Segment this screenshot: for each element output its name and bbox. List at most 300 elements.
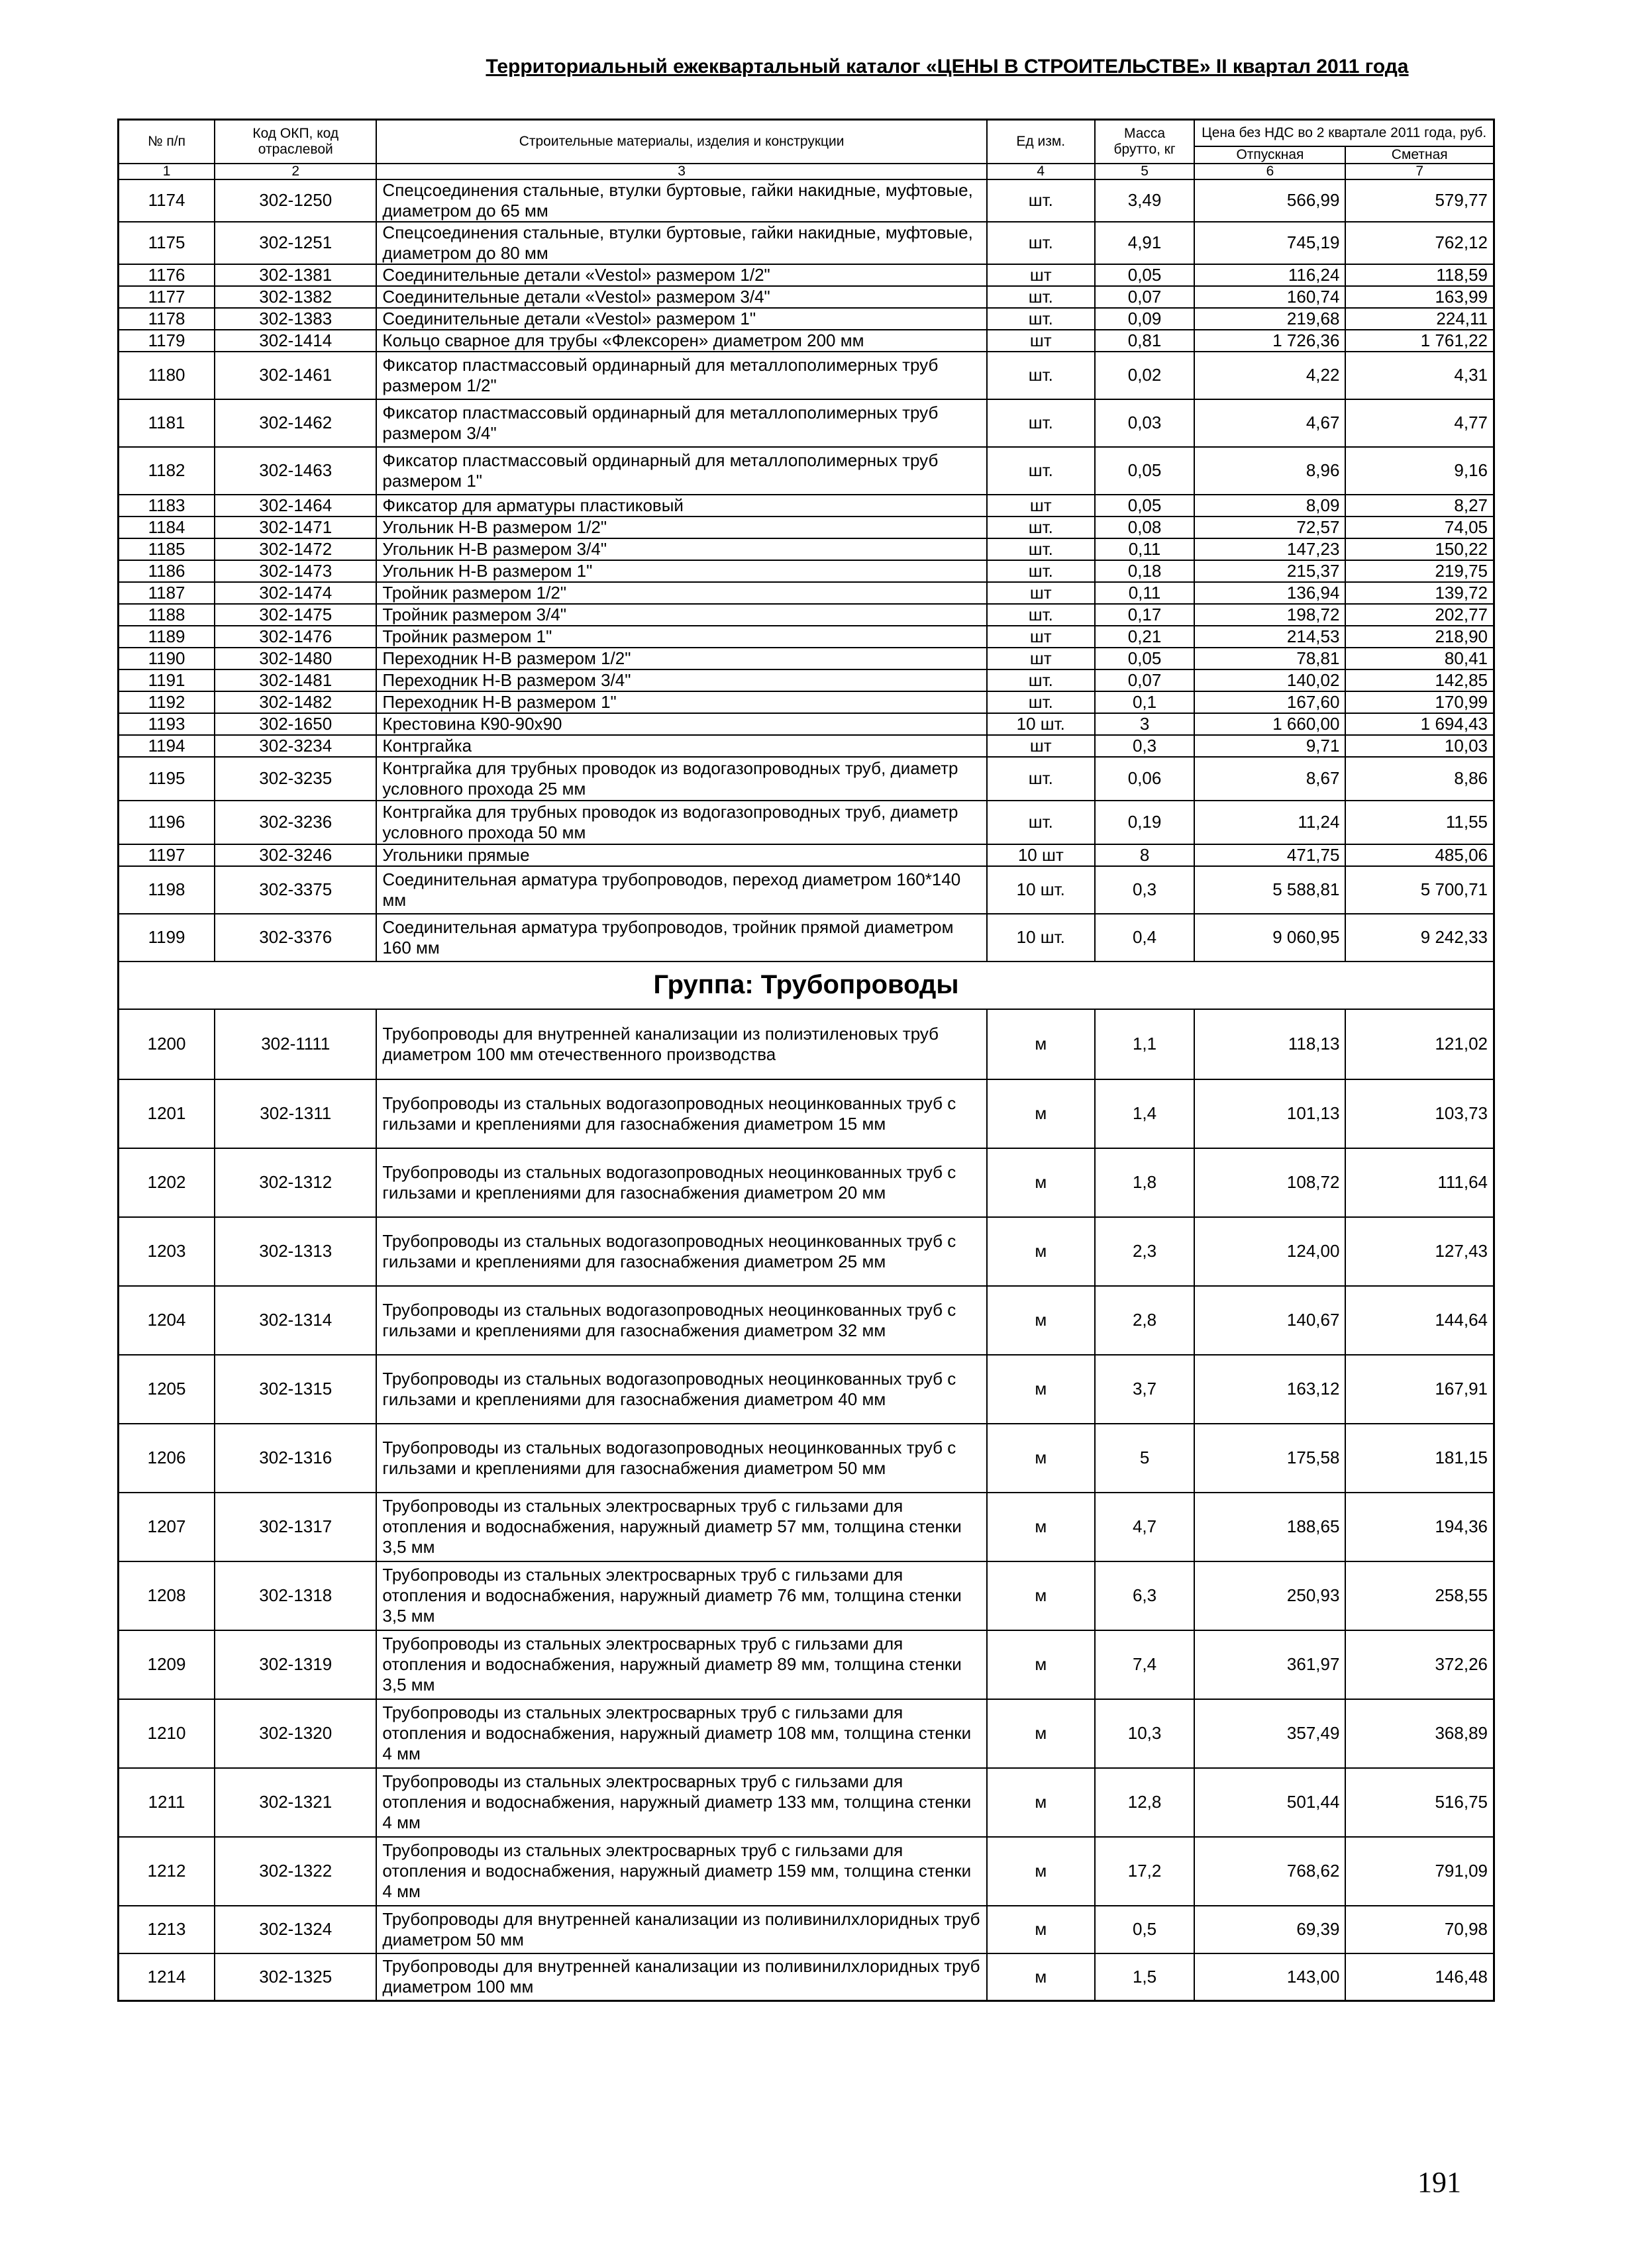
row-unit: шт. <box>987 517 1095 538</box>
row-code: 302-1383 <box>215 308 376 330</box>
row-number: 1174 <box>119 179 215 222</box>
row-code: 302-1312 <box>215 1148 376 1217</box>
table-row <box>119 447 1494 495</box>
row-code: 302-1318 <box>215 1561 376 1630</box>
row-number: 1208 <box>119 1561 215 1630</box>
table-row <box>119 1837 1494 1906</box>
row-code: 302-1313 <box>215 1217 376 1286</box>
table-row <box>119 582 1494 604</box>
column-number: 6 <box>1194 164 1345 179</box>
row-name: Соединительная арматура трубопроводов, тройник прямой диаметром 160 мм <box>376 914 986 961</box>
table-row <box>119 1217 1494 1286</box>
row-code: 302-1111 <box>215 1009 376 1079</box>
row-price-estimate: 11,55 <box>1345 801 1494 844</box>
row-mass: 0,08 <box>1095 517 1195 538</box>
table-row <box>119 1286 1494 1355</box>
row-price-estimate: 142,85 <box>1345 669 1494 691</box>
row-number: 1194 <box>119 735 215 757</box>
row-mass: 0,4 <box>1095 914 1195 961</box>
row-price-estimate: 103,73 <box>1345 1079 1494 1148</box>
row-unit: 10 шт <box>987 844 1095 866</box>
row-unit: м <box>987 1148 1095 1217</box>
table-row <box>119 1561 1494 1630</box>
table-row <box>119 648 1494 669</box>
table-row <box>119 517 1494 538</box>
column-number: 4 <box>987 164 1095 179</box>
row-number: 1184 <box>119 517 215 538</box>
table-body-pipelines <box>119 1009 1494 2001</box>
row-name: Соединительные детали «Vestol» размером 1" <box>376 308 986 330</box>
row-code: 302-3375 <box>215 866 376 914</box>
row-price-release: 1 726,36 <box>1194 330 1345 352</box>
row-code: 302-1481 <box>215 669 376 691</box>
row-number: 1188 <box>119 604 215 626</box>
row-price-estimate: 258,55 <box>1345 1561 1494 1630</box>
row-price-estimate: 4,31 <box>1345 352 1494 399</box>
row-code: 302-1317 <box>215 1493 376 1561</box>
row-name: Трубопроводы для внутренней канализации из поливинилхлоридных труб диаметром 50 мм <box>376 1906 986 1953</box>
column-number: 2 <box>215 164 376 179</box>
table-row <box>119 352 1494 399</box>
row-mass: 5 <box>1095 1424 1195 1493</box>
row-name: Трубопроводы из стальных электросварных труб с гильзами для отопления и водоснабжения, наружный диаметр 159 мм, толщина стенки 4 мм <box>376 1837 986 1906</box>
row-price-release: 140,67 <box>1194 1286 1345 1355</box>
row-name: Трубопроводы для внутренней канализации из полиэтиленовых труб диаметром 100 мм отечественного производства <box>376 1009 986 1079</box>
row-mass: 0,11 <box>1095 538 1195 560</box>
row-unit: м <box>987 1699 1095 1768</box>
row-price-release: 501,44 <box>1194 1768 1345 1837</box>
header-unit: Ед изм. <box>987 120 1095 164</box>
row-name: Трубопроводы из стальных водогазопроводных неоцинкованных труб с гильзами и креплениями для газоснабжения диаметром 20 мм <box>376 1148 986 1217</box>
row-code: 302-1476 <box>215 626 376 648</box>
row-price-estimate: 146,48 <box>1345 1953 1494 2001</box>
table-row <box>119 735 1494 757</box>
row-number: 1181 <box>119 399 215 447</box>
row-number: 1189 <box>119 626 215 648</box>
row-mass: 3,7 <box>1095 1355 1195 1424</box>
table-row <box>119 330 1494 352</box>
header-price: Цена без НДС во 2 квартале 2011 года, руб. <box>1194 120 1494 146</box>
row-code: 302-1316 <box>215 1424 376 1493</box>
row-code: 302-1324 <box>215 1906 376 1953</box>
row-number: 1191 <box>119 669 215 691</box>
row-unit: 10 шт. <box>987 914 1095 961</box>
row-unit: шт. <box>987 447 1095 495</box>
row-price-estimate: 4,77 <box>1345 399 1494 447</box>
row-name: Трубопроводы из стальных водогазопроводных неоцинкованных труб с гильзами и креплениями для газоснабжения диаметром 32 мм <box>376 1286 986 1355</box>
row-price-release: 175,58 <box>1194 1424 1345 1493</box>
row-code: 302-1473 <box>215 560 376 582</box>
row-name: Спецсоединения стальные, втулки буртовые, гайки накидные, муфтовые, диаметром до 80 мм <box>376 222 986 264</box>
row-code: 302-1650 <box>215 713 376 735</box>
header-price-estimate: Сметная <box>1345 146 1494 164</box>
row-unit: шт. <box>987 308 1095 330</box>
row-name: Фиксатор пластмассовый ординарный для металлополимерных труб размером 3/4" <box>376 399 986 447</box>
row-name: Контргайка для трубных проводок из водогазопроводных труб, диаметр условного прохода 25 мм <box>376 757 986 801</box>
table-row <box>119 801 1494 844</box>
table-row <box>119 538 1494 560</box>
table-row <box>119 1906 1494 1953</box>
row-price-release: 160,74 <box>1194 286 1345 308</box>
row-price-estimate: 118,59 <box>1345 264 1494 286</box>
row-unit: шт <box>987 495 1095 517</box>
row-code: 302-1321 <box>215 1768 376 1837</box>
row-name: Соединительные детали «Vestol» размером 3/4" <box>376 286 986 308</box>
row-price-estimate: 111,64 <box>1345 1148 1494 1217</box>
row-code: 302-1475 <box>215 604 376 626</box>
row-mass: 3,49 <box>1095 179 1195 222</box>
row-price-release: 357,49 <box>1194 1699 1345 1768</box>
row-mass: 0,17 <box>1095 604 1195 626</box>
row-number: 1177 <box>119 286 215 308</box>
row-unit: шт <box>987 648 1095 669</box>
header-price-release: Отпускная <box>1194 146 1345 164</box>
row-number: 1180 <box>119 352 215 399</box>
row-price-estimate: 8,27 <box>1345 495 1494 517</box>
table-row <box>119 560 1494 582</box>
row-unit: шт. <box>987 801 1095 844</box>
row-price-estimate: 9,16 <box>1345 447 1494 495</box>
row-code: 302-1250 <box>215 179 376 222</box>
row-code: 302-1315 <box>215 1355 376 1424</box>
row-name: Угольник Н-В размером 3/4" <box>376 538 986 560</box>
row-unit: шт. <box>987 352 1095 399</box>
row-price-estimate: 80,41 <box>1345 648 1494 669</box>
row-code: 302-1461 <box>215 352 376 399</box>
row-unit: м <box>987 1217 1095 1286</box>
table-row <box>119 399 1494 447</box>
row-price-estimate: 170,99 <box>1345 691 1494 713</box>
row-code: 302-1319 <box>215 1630 376 1699</box>
row-number: 1179 <box>119 330 215 352</box>
row-price-release: 1 660,00 <box>1194 713 1345 735</box>
row-unit: 10 шт. <box>987 866 1095 914</box>
row-price-release: 69,39 <box>1194 1906 1345 1953</box>
row-price-release: 188,65 <box>1194 1493 1345 1561</box>
row-price-estimate: 163,99 <box>1345 286 1494 308</box>
row-price-estimate: 74,05 <box>1345 517 1494 538</box>
row-price-estimate: 144,64 <box>1345 1286 1494 1355</box>
row-unit: м <box>987 1355 1095 1424</box>
group-title: Группа: Трубопроводы <box>119 961 1494 1009</box>
price-catalog-table <box>117 119 1495 2002</box>
row-code: 302-1251 <box>215 222 376 264</box>
row-number: 1185 <box>119 538 215 560</box>
row-price-release: 198,72 <box>1194 604 1345 626</box>
row-price-release: 4,22 <box>1194 352 1345 399</box>
row-name: Трубопроводы из стальных водогазопроводных неоцинкованных труб с гильзами и креплениями для газоснабжения диаметром 50 мм <box>376 1424 986 1493</box>
row-price-release: 118,13 <box>1194 1009 1345 1079</box>
row-number: 1209 <box>119 1630 215 1699</box>
row-price-estimate: 791,09 <box>1345 1837 1494 1906</box>
row-name: Переходник Н-В размером 1/2" <box>376 648 986 669</box>
column-number: 3 <box>376 164 986 179</box>
row-price-estimate: 1 761,22 <box>1345 330 1494 352</box>
row-price-release: 745,19 <box>1194 222 1345 264</box>
row-number: 1193 <box>119 713 215 735</box>
row-code: 302-1464 <box>215 495 376 517</box>
row-mass: 2,8 <box>1095 1286 1195 1355</box>
row-mass: 0,1 <box>1095 691 1195 713</box>
row-number: 1203 <box>119 1217 215 1286</box>
row-code: 302-3236 <box>215 801 376 844</box>
row-price-estimate: 1 694,43 <box>1345 713 1494 735</box>
row-price-estimate: 224,11 <box>1345 308 1494 330</box>
row-code: 302-1482 <box>215 691 376 713</box>
row-unit: м <box>987 1493 1095 1561</box>
row-name: Фиксатор пластмассовый ординарный для металлополимерных труб размером 1/2" <box>376 352 986 399</box>
row-mass: 0,5 <box>1095 1906 1195 1953</box>
table-row <box>119 495 1494 517</box>
row-name: Трубопроводы из стальных электросварных труб с гильзами для отопления и водоснабжения, наружный диаметр 133 мм, толщина стенки 4 мм <box>376 1768 986 1837</box>
row-unit: м <box>987 1009 1095 1079</box>
row-price-estimate: 167,91 <box>1345 1355 1494 1424</box>
row-mass: 0,09 <box>1095 308 1195 330</box>
row-code: 302-1462 <box>215 399 376 447</box>
row-price-estimate: 139,72 <box>1345 582 1494 604</box>
table-row <box>119 713 1494 735</box>
row-price-release: 471,75 <box>1194 844 1345 866</box>
table-row <box>119 1953 1494 2001</box>
header-name: Строительные материалы, изделия и конструкции <box>376 120 986 164</box>
row-code: 302-1314 <box>215 1286 376 1355</box>
row-price-estimate: 9 242,33 <box>1345 914 1494 961</box>
row-price-release: 11,24 <box>1194 801 1345 844</box>
row-unit: шт. <box>987 757 1095 801</box>
row-mass: 2,3 <box>1095 1217 1195 1286</box>
table-row <box>119 669 1494 691</box>
row-unit: шт <box>987 582 1095 604</box>
row-unit: шт <box>987 735 1095 757</box>
row-mass: 1,8 <box>1095 1148 1195 1217</box>
row-number: 1198 <box>119 866 215 914</box>
row-price-estimate: 121,02 <box>1345 1009 1494 1079</box>
row-mass: 3 <box>1095 713 1195 735</box>
table-row <box>119 286 1494 308</box>
row-price-estimate: 218,90 <box>1345 626 1494 648</box>
row-number: 1201 <box>119 1079 215 1148</box>
row-unit: шт. <box>987 179 1095 222</box>
row-code: 302-3246 <box>215 844 376 866</box>
row-number: 1176 <box>119 264 215 286</box>
row-price-release: 72,57 <box>1194 517 1345 538</box>
row-price-release: 9 060,95 <box>1194 914 1345 961</box>
row-mass: 0,05 <box>1095 447 1195 495</box>
row-number: 1187 <box>119 582 215 604</box>
row-mass: 0,3 <box>1095 866 1195 914</box>
row-name: Фиксатор пластмассовый ординарный для металлополимерных труб размером 1" <box>376 447 986 495</box>
row-number: 1214 <box>119 1953 215 2001</box>
row-price-estimate: 762,12 <box>1345 222 1494 264</box>
row-price-release: 147,23 <box>1194 538 1345 560</box>
row-unit: шт. <box>987 222 1095 264</box>
row-number: 1197 <box>119 844 215 866</box>
table-row <box>119 866 1494 914</box>
table-row <box>119 222 1494 264</box>
table-row <box>119 308 1494 330</box>
row-code: 302-1474 <box>215 582 376 604</box>
row-code: 302-3234 <box>215 735 376 757</box>
row-price-estimate: 579,77 <box>1345 179 1494 222</box>
row-price-release: 5 588,81 <box>1194 866 1345 914</box>
table-row <box>119 757 1494 801</box>
row-price-estimate: 8,86 <box>1345 757 1494 801</box>
row-number: 1175 <box>119 222 215 264</box>
row-name: Кольцо сварное для трубы «Флексорен» диаметром 200 мм <box>376 330 986 352</box>
row-price-release: 116,24 <box>1194 264 1345 286</box>
row-number: 1211 <box>119 1768 215 1837</box>
row-code: 302-1325 <box>215 1953 376 2001</box>
row-price-release: 566,99 <box>1194 179 1345 222</box>
table-row <box>119 264 1494 286</box>
group-section <box>119 961 1494 1009</box>
row-name: Трубопроводы из стальных электросварных труб с гильзами для отопления и водоснабжения, наружный диаметр 76 мм, толщина стенки 3,5 мм <box>376 1561 986 1630</box>
row-mass: 8 <box>1095 844 1195 866</box>
row-number: 1182 <box>119 447 215 495</box>
row-price-release: 78,81 <box>1194 648 1345 669</box>
group-row <box>119 961 1494 1009</box>
row-name: Спецсоединения стальные, втулки буртовые, гайки накидные, муфтовые, диаметром до 65 мм <box>376 179 986 222</box>
row-unit: м <box>987 1906 1095 1953</box>
row-mass: 0,18 <box>1095 560 1195 582</box>
row-price-estimate: 70,98 <box>1345 1906 1494 1953</box>
row-number: 1204 <box>119 1286 215 1355</box>
row-number: 1199 <box>119 914 215 961</box>
row-mass: 0,05 <box>1095 264 1195 286</box>
row-name: Трубопроводы для внутренней канализации из поливинилхлоридных труб диаметром 100 мм <box>376 1953 986 2001</box>
row-price-release: 124,00 <box>1194 1217 1345 1286</box>
row-unit: 10 шт. <box>987 713 1095 735</box>
table-row <box>119 604 1494 626</box>
row-number: 1207 <box>119 1493 215 1561</box>
row-name: Тройник размером 3/4" <box>376 604 986 626</box>
row-price-estimate: 5 700,71 <box>1345 866 1494 914</box>
table-row <box>119 691 1494 713</box>
row-price-estimate: 372,26 <box>1345 1630 1494 1699</box>
row-mass: 6,3 <box>1095 1561 1195 1630</box>
row-code: 302-3376 <box>215 914 376 961</box>
row-name: Угольники прямые <box>376 844 986 866</box>
table-row <box>119 1148 1494 1217</box>
row-price-release: 9,71 <box>1194 735 1345 757</box>
row-price-release: 167,60 <box>1194 691 1345 713</box>
row-unit: шт <box>987 330 1095 352</box>
table-row <box>119 626 1494 648</box>
row-mass: 0,06 <box>1095 757 1195 801</box>
row-mass: 0,05 <box>1095 648 1195 669</box>
row-code: 302-1414 <box>215 330 376 352</box>
column-number: 7 <box>1345 164 1494 179</box>
row-unit: м <box>987 1953 1095 2001</box>
row-code: 302-1311 <box>215 1079 376 1148</box>
row-mass: 0,19 <box>1095 801 1195 844</box>
row-name: Трубопроводы из стальных электросварных труб с гильзами для отопления и водоснабжения, наружный диаметр 89 мм, толщина стенки 3,5 мм <box>376 1630 986 1699</box>
row-price-release: 361,97 <box>1194 1630 1345 1699</box>
row-price-estimate: 516,75 <box>1345 1768 1494 1837</box>
row-price-release: 4,67 <box>1194 399 1345 447</box>
row-name: Трубопроводы из стальных электросварных труб с гильзами для отопления и водоснабжения, наружный диаметр 108 мм, толщина стенки 4 мм <box>376 1699 986 1768</box>
row-code: 302-1381 <box>215 264 376 286</box>
row-name: Трубопроводы из стальных водогазопроводных неоцинкованных труб с гильзами и креплениями для газоснабжения диаметром 40 мм <box>376 1355 986 1424</box>
row-mass: 4,7 <box>1095 1493 1195 1561</box>
table-body-fittings <box>119 179 1494 961</box>
header-mass: Масса брутто, кг <box>1095 120 1195 164</box>
row-mass: 1,5 <box>1095 1953 1195 2001</box>
row-price-release: 108,72 <box>1194 1148 1345 1217</box>
column-number: 1 <box>119 164 215 179</box>
row-mass: 1,4 <box>1095 1079 1195 1148</box>
row-price-release: 215,37 <box>1194 560 1345 582</box>
row-number: 1213 <box>119 1906 215 1953</box>
row-price-release: 8,96 <box>1194 447 1345 495</box>
row-number: 1178 <box>119 308 215 330</box>
page-title: Территориальный ежеквартальный каталог «ЦЕНЫ В СТРОИТЕЛЬСТВЕ» II квартал 2011 года <box>486 56 1409 77</box>
row-name: Трубопроводы из стальных электросварных труб с гильзами для отопления и водоснабжения, наружный диаметр 57 мм, толщина стенки 3,5 мм <box>376 1493 986 1561</box>
row-price-release: 8,67 <box>1194 757 1345 801</box>
table-row <box>119 1699 1494 1768</box>
row-unit: шт. <box>987 399 1095 447</box>
row-name: Тройник размером 1/2" <box>376 582 986 604</box>
row-code: 302-1320 <box>215 1699 376 1768</box>
row-name: Переходник Н-В размером 3/4" <box>376 669 986 691</box>
row-unit: м <box>987 1286 1095 1355</box>
row-unit: шт. <box>987 286 1095 308</box>
column-number: 5 <box>1095 164 1195 179</box>
row-name: Тройник размером 1" <box>376 626 986 648</box>
row-unit: м <box>987 1768 1095 1837</box>
row-code: 302-1471 <box>215 517 376 538</box>
row-name: Трубопроводы из стальных водогазопроводных неоцинкованных труб с гильзами и креплениями для газоснабжения диаметром 25 мм <box>376 1217 986 1286</box>
row-number: 1183 <box>119 495 215 517</box>
table-row <box>119 1768 1494 1837</box>
row-price-estimate: 127,43 <box>1345 1217 1494 1286</box>
row-price-release: 101,13 <box>1194 1079 1345 1148</box>
table-row <box>119 179 1494 222</box>
row-name: Фиксатор для арматуры пластиковый <box>376 495 986 517</box>
row-mass: 0,81 <box>1095 330 1195 352</box>
row-name: Трубопроводы из стальных водогазопроводных неоцинкованных труб с гильзами и креплениями для газоснабжения диаметром 15 мм <box>376 1079 986 1148</box>
row-price-release: 214,53 <box>1194 626 1345 648</box>
table-row <box>119 1079 1494 1148</box>
row-name: Угольник Н-В размером 1/2" <box>376 517 986 538</box>
row-mass: 0,3 <box>1095 735 1195 757</box>
row-price-release: 219,68 <box>1194 308 1345 330</box>
row-code: 302-3235 <box>215 757 376 801</box>
row-mass: 1,1 <box>1095 1009 1195 1079</box>
row-price-release: 250,93 <box>1194 1561 1345 1630</box>
row-mass: 12,8 <box>1095 1768 1195 1837</box>
table-row <box>119 844 1494 866</box>
row-unit: шт. <box>987 560 1095 582</box>
row-price-release: 140,02 <box>1194 669 1345 691</box>
row-unit: шт <box>987 264 1095 286</box>
row-name: Контргайка для трубных проводок из водогазопроводных труб, диаметр условного прохода 50 мм <box>376 801 986 844</box>
row-mass: 0,07 <box>1095 286 1195 308</box>
table-row <box>119 1630 1494 1699</box>
header-code: Код ОКП, код отраслевой <box>215 120 376 164</box>
row-number: 1210 <box>119 1699 215 1768</box>
row-unit: шт. <box>987 538 1095 560</box>
row-number: 1192 <box>119 691 215 713</box>
table-row <box>119 914 1494 961</box>
row-name: Переходник Н-В размером 1" <box>376 691 986 713</box>
table-row <box>119 1355 1494 1424</box>
row-code: 302-1480 <box>215 648 376 669</box>
row-name: Соединительная арматура трубопроводов, переход диаметром 160*140 мм <box>376 866 986 914</box>
row-number: 1190 <box>119 648 215 669</box>
row-price-estimate: 10,03 <box>1345 735 1494 757</box>
row-number: 1202 <box>119 1148 215 1217</box>
